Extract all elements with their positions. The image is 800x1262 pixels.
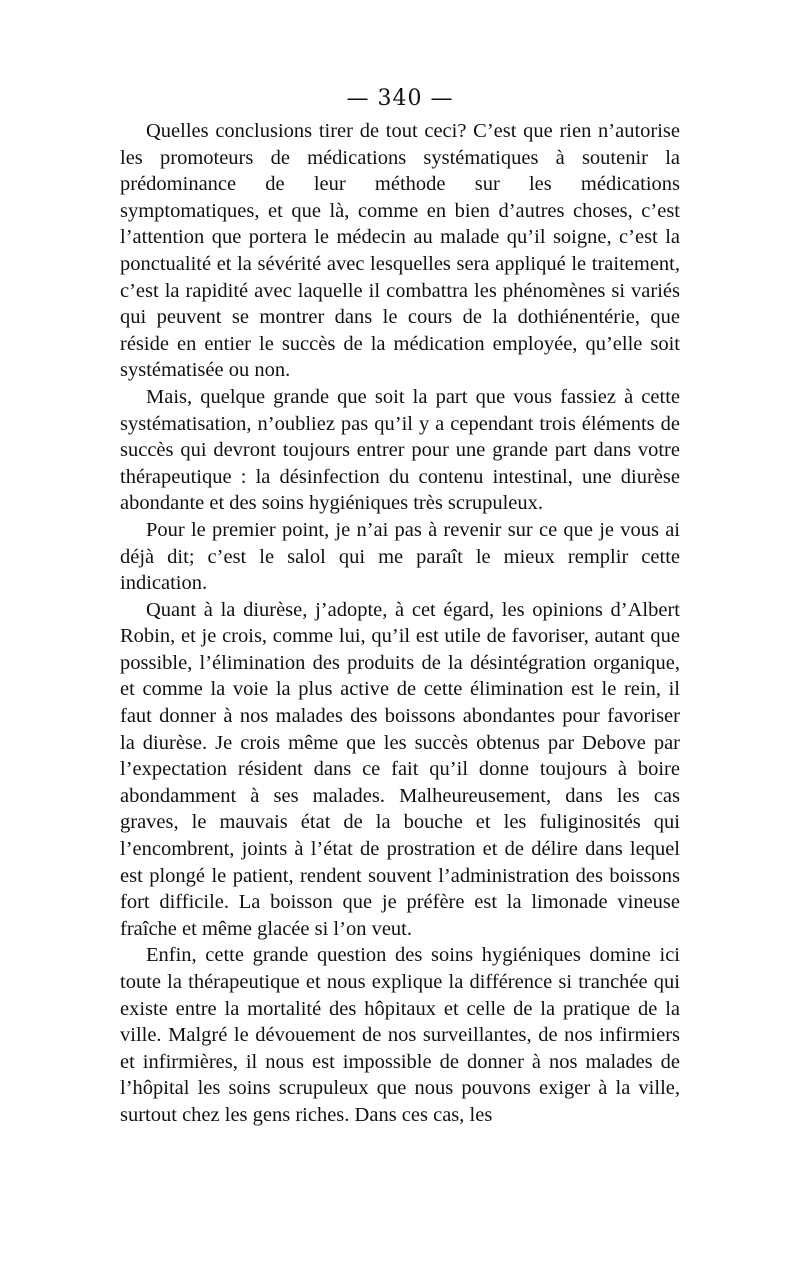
paragraph-3: Pour le premier point, je n’ai pas à revenir sur ce que je vous ai déjà dit; c’est le salol qui me paraît le mieux remplir cette indication. [120, 518, 680, 595]
paragraph-2: Mais, quelque grande que soit la part que vous fassiez à cette systématisation, n’oubliez pas qu’il y a cependant trois éléments de succès qui devront toujours entrer pour une grande part dans votre thérapeutique : la désinfection du contenu intestinal, une diurèse abondante et des soins hygiéniques très scrupuleux. [120, 385, 680, 515]
paragraph-1: Quelles conclusions tirer de tout ceci? C’est que rien n’autorise les promoteurs de médications systématiques à soutenir la prédominance de leur méthode sur les médications symptomatiques, et que là, comme en bien d’autres choses, c’est l’attention que portera le médecin au malade qu’il soigne, c’est la ponctualité et la sévérité avec lesquelles sera appliqué le traitement, c’est la rapidité avec laquelle il combattra les phénomènes si variés qui peuvent se montrer dans le cours de la dothiénentérie, que réside en entier le succès de la médication employée, qu’elle soit systématisée ou non. [120, 120, 680, 382]
paragraph-5: Enfin, cette grande question des soins hygiéniques domine ici toute la thérapeutique et nous explique la différence si tranchée qui existe entre la mortalité des hôpitaux et celle de la pratique de la ville. Malgré le dévouement de nos surveillantes, de nos infirmiers et infirmières, il nous est impossible de donner à nos malades de l’hôpital les soins scrupuleux que nous pouvons exiger à la ville, surtout chez les gens riches. Dans ces cas, les [120, 944, 680, 1126]
paragraph-4: Quant à la diurèse, j’adopte, à cet égard, les opinions d’Albert Robin, et je crois, comme lui, qu’il est utile de favoriser, autant que possible, l’élimination des produits de la désintégration organique, et comme la voie la plus active de cette élimination est le rein, il faut donner à nos malades des boissons abondantes pour favoriser la diurèse. Je crois même que les succès obtenus par Debove par l’expectation résident dans ce fait qu’il donne toujours à boire abondamment à ses malades. Malheureusement, dans les cas graves, le mauvais état de la bouche et les fuliginosités qui l’encombrent, joints à l’état de prostration et de délire dans lequel est plongé le patient, rendent souvent l’administration des boissons fort difficile. La boisson que je préfère est la limonade vineuse fraîche et même glacée si l’on veut. [120, 598, 680, 940]
page-body [120, 118, 680, 1129]
page-number: — 340 — [346, 86, 454, 111]
